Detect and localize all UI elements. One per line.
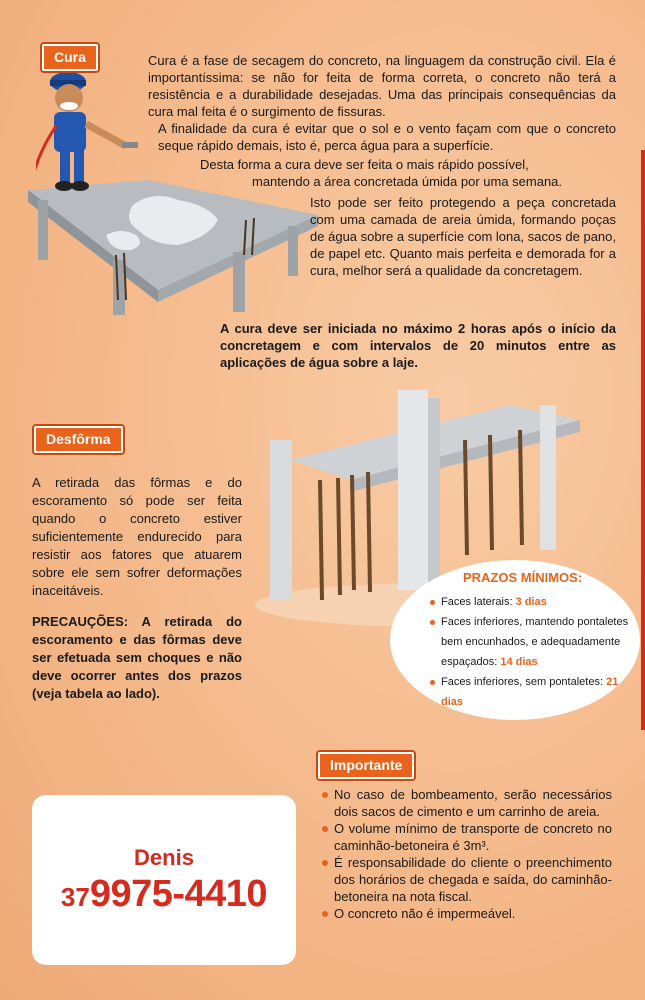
importante-list xyxy=(322,786,612,922)
list-item: O volume mínimo de transporte de concreto no caminhão-betoneira é 3m³. xyxy=(322,820,612,854)
prazos-list xyxy=(430,592,630,712)
cura-paragraph-5: Isto pode ser feito protegendo a peça concretada com uma camada de areia úmida, formando poças de água sobre a superfície com lona, sacos de pano, de papel etc. Quanto mais perfeita e demorada for a cura, melhor será a qualidade da concretagem. xyxy=(310,195,616,278)
phone-area-code: 37 xyxy=(60,882,90,912)
cura-tag: Cura xyxy=(42,44,98,71)
cura-paragraph-1: Cura é a fase de secagem do concreto, na linguagem da construção civil. Ela é importantíssima: se não for feita de forma correta, o concreto não terá a resistência e a durabilidade desejadas. Uma das principais consequências da cura mal feita é o surgimento de fissuras. xyxy=(148,53,616,119)
list-item: Faces inferiores, sem pontaletes: 21 dias xyxy=(430,672,630,712)
cura-paragraph-3: Desta forma a cura deve ser feita o mais rápido possível, xyxy=(200,157,529,172)
phone-number: 9975-4410 xyxy=(89,873,268,915)
cura-paragraph-4: mantendo a área concretada úmida por uma semana. xyxy=(252,174,563,189)
list-item: É responsabilidade do cliente o preenchimento dos horários de chegada e saída, do caminhão-betoneira na nota fiscal. xyxy=(322,854,612,905)
prazos-title: PRAZOS MÍNIMOS: xyxy=(463,570,583,585)
cura-paragraph-6: A cura deve ser iniciada no máximo 2 horas após o início da concretagem e com intervalos de 20 minutos entre as aplicações de água sobre a laje. xyxy=(220,321,616,370)
contact-card xyxy=(32,795,296,965)
list-item: O concreto não é impermeável. xyxy=(322,905,612,922)
contact-phone[interactable] xyxy=(32,873,296,916)
desforma-paragraph-1: A retirada das fôrmas e do escoramento só pode ser feita quando o concreto estiver suficientemente endurecido para resistir aos fatores que atuarem sobre ele sem sofrer deformações inaceitáveis. xyxy=(32,475,242,598)
desforma-tag: Desfôrma xyxy=(34,426,123,453)
desforma-precautions: PRECAUÇÕES: A retirada do escoramento e das fôrmas deve ser efetuada sem choques e não deve ocorrer antes dos prazos (veja tabela ao lado). xyxy=(32,614,242,701)
list-item: Faces laterais: 3 dias xyxy=(430,592,630,612)
list-item: No caso de bombeamento, serão necessários dois sacos de cimento e um carrinho de areia. xyxy=(322,786,612,820)
importante-tag: Importante xyxy=(318,752,414,779)
cura-paragraph-2: A finalidade da cura é evitar que o sol e o vento façam com que o concreto seque rápido demais, isto é, perca água para a superfície. xyxy=(158,121,616,153)
worker-illustration xyxy=(36,66,146,196)
contact-name: Denis xyxy=(134,845,194,870)
list-item: Faces inferiores, mantendo pontaletes bem encunhados, e adequadamente espaçados: 14 dias xyxy=(430,612,630,672)
